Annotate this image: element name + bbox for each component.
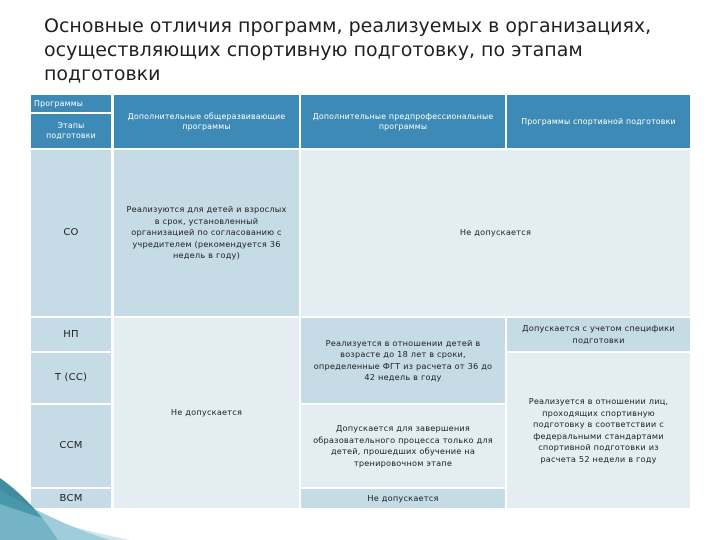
stage-label-np: НП bbox=[31, 318, 111, 351]
stage-label-so: СО bbox=[31, 150, 111, 316]
cell-general-rest: Не допускается bbox=[114, 318, 299, 508]
cell-sport-rest: Реализуется в отношении лиц, проходящих спортивную подготовку в соответствии с федеральными стандартами спортивной подготовки из расчета 52 недели в году bbox=[507, 353, 690, 508]
stage-label-t: Т (СС) bbox=[31, 353, 111, 403]
corner-header-stages: Этапы подготовки bbox=[31, 114, 111, 148]
corner-header-programs: Программы bbox=[31, 95, 111, 112]
stage-label-vsm: ВСМ bbox=[31, 489, 111, 508]
cell-sport-np: Допускается с учетом специфики подготовки bbox=[507, 318, 690, 351]
cell-preprof-vsm: Не допускается bbox=[301, 489, 505, 508]
cell-preprof-np-t: Реализуется в отношении детей в возрасте до 18 лет в сроки, определенные ФГТ из расчета от 36 до 42 недель в году bbox=[301, 318, 505, 403]
column-header-preprofessional: Дополнительные предпрофессиональные программы bbox=[301, 95, 505, 148]
column-header-sport: Программы спортивной подготовки bbox=[507, 95, 690, 148]
slide-title: Основные отличия программ, реализуемых в организациях, осуществляющих спортивную подготовку, по этапам подготовки bbox=[44, 15, 652, 85]
cell-so-general: Реализуются для детей и взрослых в срок, установленный организацией по согласованию с учредителем (рекомендуется 36 недель в году) bbox=[114, 150, 299, 316]
cell-so-other: Не допускается bbox=[301, 150, 690, 316]
stage-label-ssm: ССМ bbox=[31, 405, 111, 487]
cell-preprof-ssm: Допускается для завершения образовательного процесса только для детей, прошедших обучение на тренировочном этапе bbox=[301, 405, 505, 487]
column-header-general: Дополнительные общеразвивающие программы bbox=[114, 95, 299, 148]
corner-decoration bbox=[0, 440, 130, 540]
